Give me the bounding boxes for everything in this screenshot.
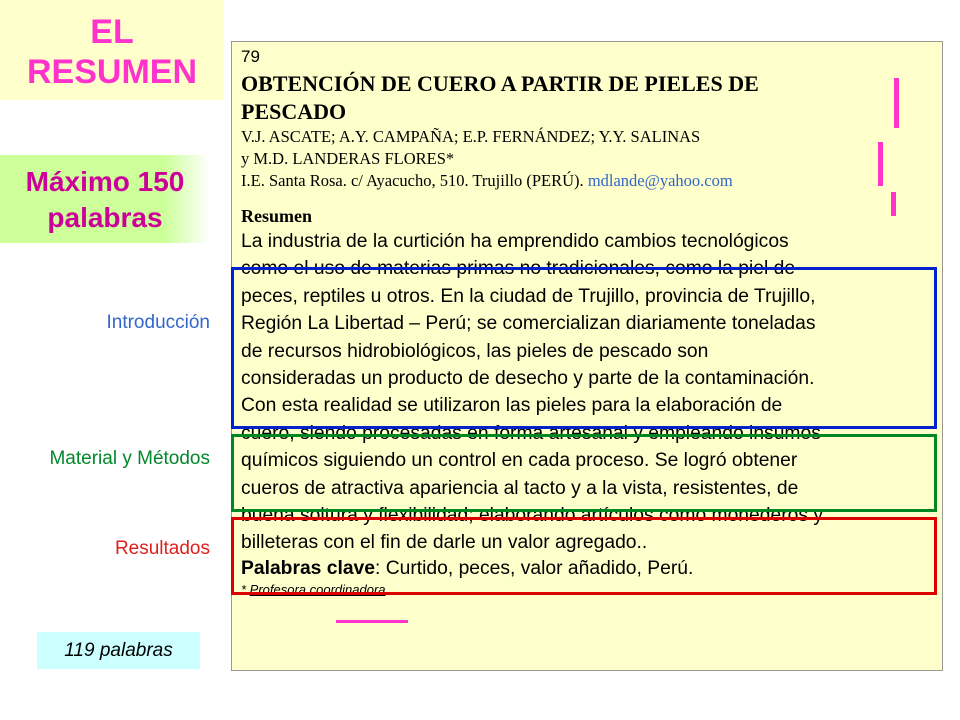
- footnote-text: Profesora coordinadora: [249, 581, 386, 597]
- word-limit-box: [0, 155, 210, 243]
- keywords-text: : Curtido, peces, valor añadido, Perú.: [375, 557, 694, 579]
- word-limit-line1: Máximo 150: [25, 166, 185, 197]
- label-introduction: Introducción: [106, 312, 210, 333]
- body-line: cueros de atractiva apariencia al tacto y a la vista, resistentes, de: [241, 477, 799, 499]
- word-limit-line2: palabras: [47, 202, 163, 233]
- slide-title: [0, 0, 224, 100]
- body-line: Región La Libertad – Perú; se comercializan diariamente toneladas: [241, 313, 816, 335]
- slide-title-line1: EL: [90, 13, 134, 51]
- body-line: buena soltura y flexibilidad; elaborando artículos como monederos y: [241, 505, 823, 527]
- title-marker: [894, 78, 899, 128]
- footnote-star: *: [241, 581, 250, 597]
- body-line: La industria de la curtición ha emprendido cambios tecnológicos: [241, 231, 789, 252]
- slide-title-line2: RESUMEN: [26, 53, 198, 91]
- authors-line1: V.J. ASCATE; A.Y. CAMPAÑA; E.P. FERNÁNDEZ; Y.Y. SALINAS: [241, 127, 701, 146]
- body-line: peces, reptiles u otros. En la ciudad de Trujillo, provincia de Trujillo,: [241, 285, 816, 307]
- methods-highlight-box: [231, 434, 937, 512]
- paper-title-line2: PESCADO: [241, 99, 347, 124]
- results-highlight-box: [231, 517, 937, 595]
- word-count-badge: 119 palabras: [37, 632, 200, 669]
- abstract-number: 79: [241, 47, 260, 66]
- authors: [241, 126, 931, 170]
- keywords-underline-marker: [336, 620, 408, 623]
- authors-marker: [878, 142, 883, 186]
- body-line: Con esta realidad se utilizaron las pieles para la elaboración de: [241, 395, 783, 417]
- paper-title: [241, 70, 931, 126]
- authors-line2: y M.D. LANDERAS FLORES*: [241, 149, 455, 168]
- affiliation-marker: [891, 192, 896, 216]
- label-methods: Material y Métodos: [49, 448, 210, 469]
- body-line: de recursos hidrobiológicos, las pieles de pescado son: [241, 340, 709, 362]
- paper-title-line1: OBTENCIÓN DE CUERO A PARTIR DE PIELES DE: [241, 71, 759, 96]
- body-line: billeteras con el fin de darle un valor agregado..: [241, 532, 648, 554]
- body-line: cuero, siendo procesadas en forma artesanal y empleando insumos: [241, 422, 821, 444]
- body-line: consideradas un producto de desecho y parte de la contaminación.: [241, 368, 815, 390]
- affiliation: [241, 170, 931, 192]
- abstract-heading: Resumen: [241, 206, 312, 226]
- keywords-label: Palabras clave: [241, 557, 375, 579]
- email-link[interactable]: mdlande@yahoo.com: [587, 171, 733, 190]
- body-line: como el uso de materias primas no tradicionales, como la piel de: [241, 258, 796, 280]
- label-results: Resultados: [114, 538, 210, 559]
- body-line: químicos siguiendo un control en cada proceso. Se logró obtener: [241, 450, 798, 472]
- affiliation-address: I.E. Santa Rosa. c/ Ayacucho, 510. Trujillo (PERÚ).: [241, 171, 584, 190]
- introduction-highlight-box: [231, 267, 937, 429]
